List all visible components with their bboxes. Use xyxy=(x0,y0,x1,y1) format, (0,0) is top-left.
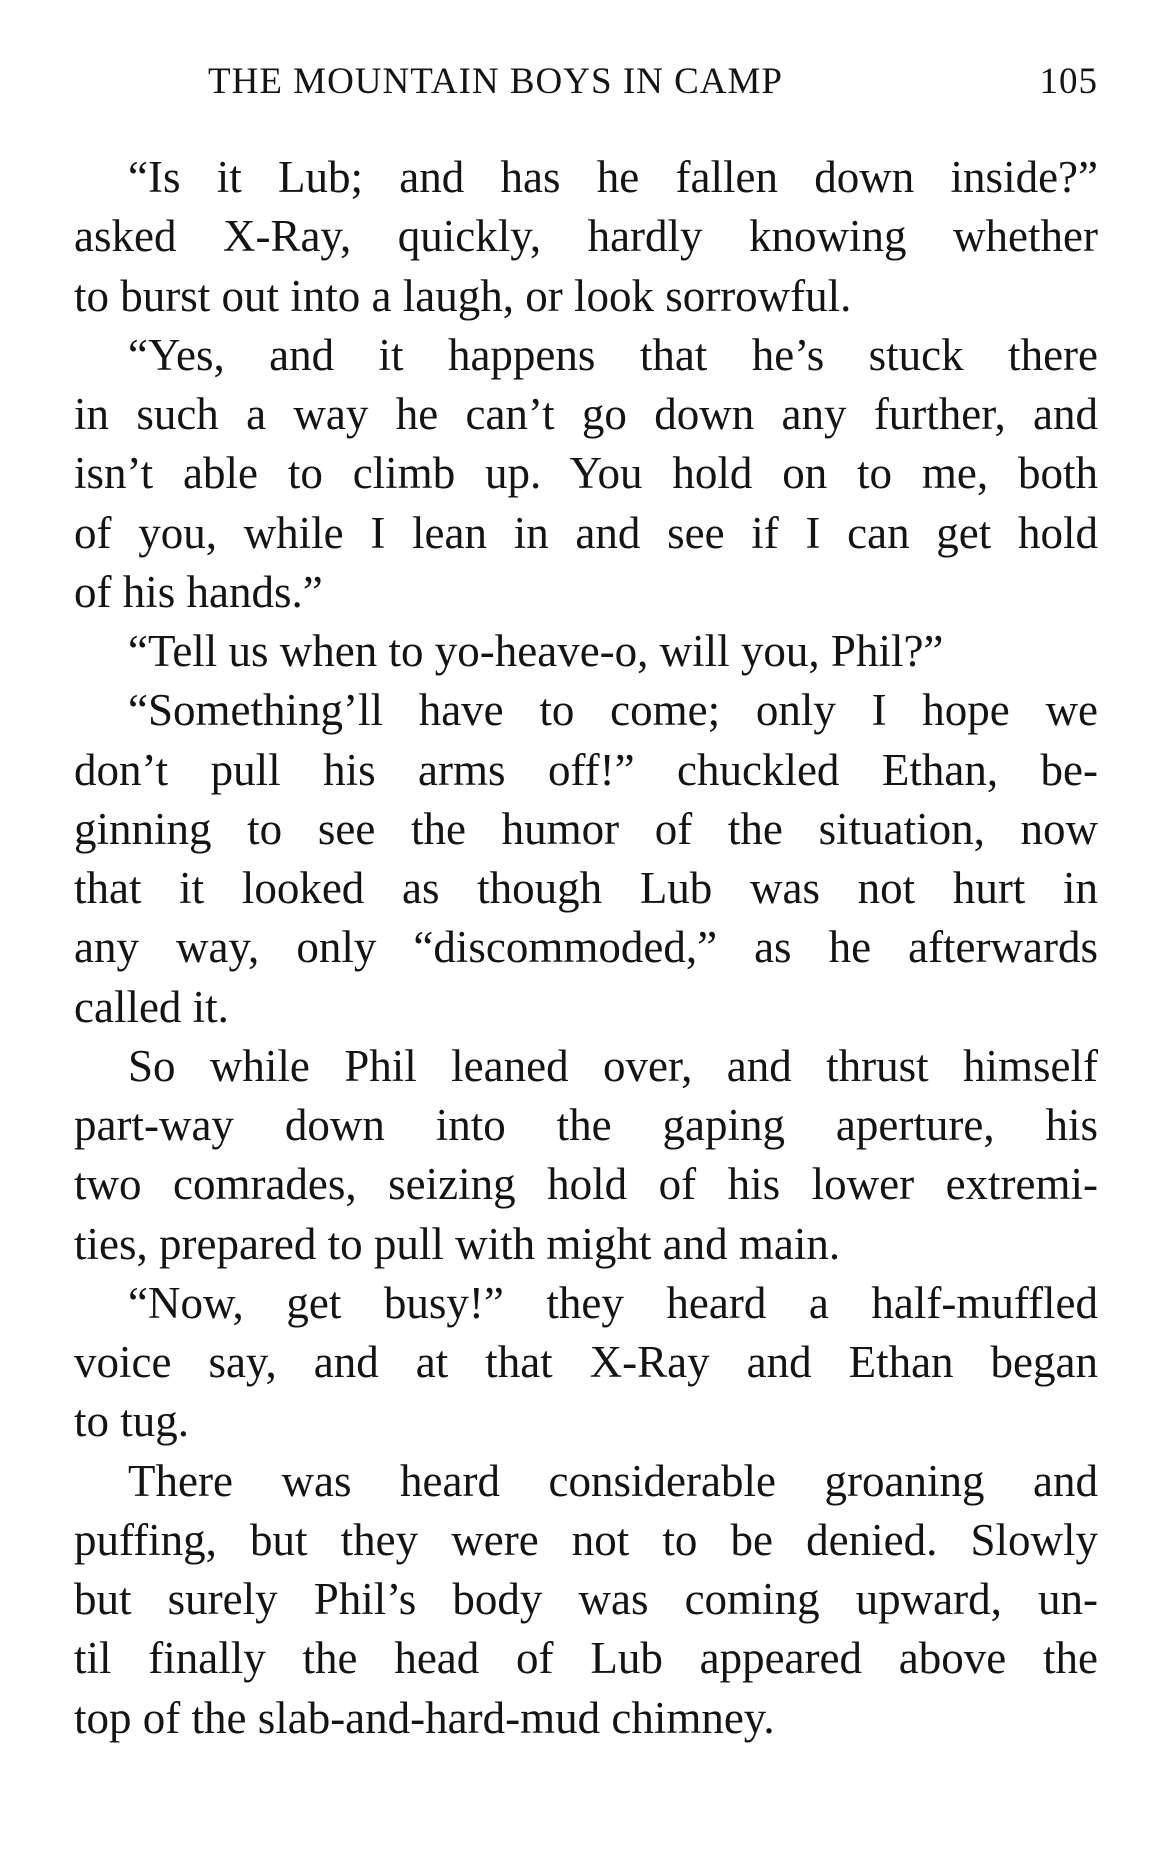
text-line: puffing, but they were not to be denied. Slowly xyxy=(74,1514,1098,1565)
text-line: of his hands.” xyxy=(74,566,323,617)
text-line: but surely Phil’s body was coming upward, un- xyxy=(74,1574,1098,1624)
text-line: “Now, get busy!” they heard a half-muffled xyxy=(128,1277,1098,1328)
text-line: til finally the head of Lub appeared above the xyxy=(74,1633,1098,1684)
page-number: 105 xyxy=(1039,61,1098,102)
text-line: in such a way he can’t go down any further, and xyxy=(74,389,1098,439)
text-line: “Yes, and it happens that he’s stuck there xyxy=(128,329,1098,380)
text-line: two comrades, seizing hold of his lower extremi- xyxy=(74,1159,1098,1210)
text-line: “Something’ll have to come; only I hope we xyxy=(128,685,1098,736)
text-line: asked X-Ray, quickly, hardly knowing whether xyxy=(74,211,1098,262)
text-line: any way, only “discommoded,” as he afterwards xyxy=(74,922,1098,973)
text-line: So while Phil leaned over, and thrust himself xyxy=(128,1040,1098,1091)
text-line: called it. xyxy=(74,981,229,1032)
running-head xyxy=(208,58,1098,106)
text-line: top of the slab-and-hard-mud chimney. xyxy=(74,1692,775,1743)
text-line: of you, while I lean in and see if I can get hold xyxy=(74,507,1098,558)
text-line: voice say, and at that X-Ray and Ethan began xyxy=(74,1337,1098,1387)
text-line: isn’t able to climb up. You hold on to me, both xyxy=(74,448,1098,499)
body-text xyxy=(74,148,1098,1748)
text-line: part-way down into the gaping aperture, his xyxy=(74,1100,1098,1150)
text-line: that it looked as though Lub was not hurt in xyxy=(74,863,1098,913)
text-line: “Is it Lub; and has he fallen down inside?” xyxy=(128,152,1098,202)
text-line: to tug. xyxy=(74,1396,190,1447)
text-line: ties, prepared to pull with might and main. xyxy=(74,1218,841,1269)
text-line: There was heard considerable groaning and xyxy=(128,1455,1098,1506)
running-title: THE MOUNTAIN BOYS IN CAMP xyxy=(208,61,783,102)
text-line: “Tell us when to yo-heave-o, will you, Phil?” xyxy=(128,626,944,676)
text-line: to burst out into a laugh, or look sorrowful. xyxy=(74,270,852,321)
text-line: don’t pull his arms off!” chuckled Ethan, be- xyxy=(74,744,1098,795)
text-line: ginning to see the humor of the situation, now xyxy=(74,803,1098,854)
